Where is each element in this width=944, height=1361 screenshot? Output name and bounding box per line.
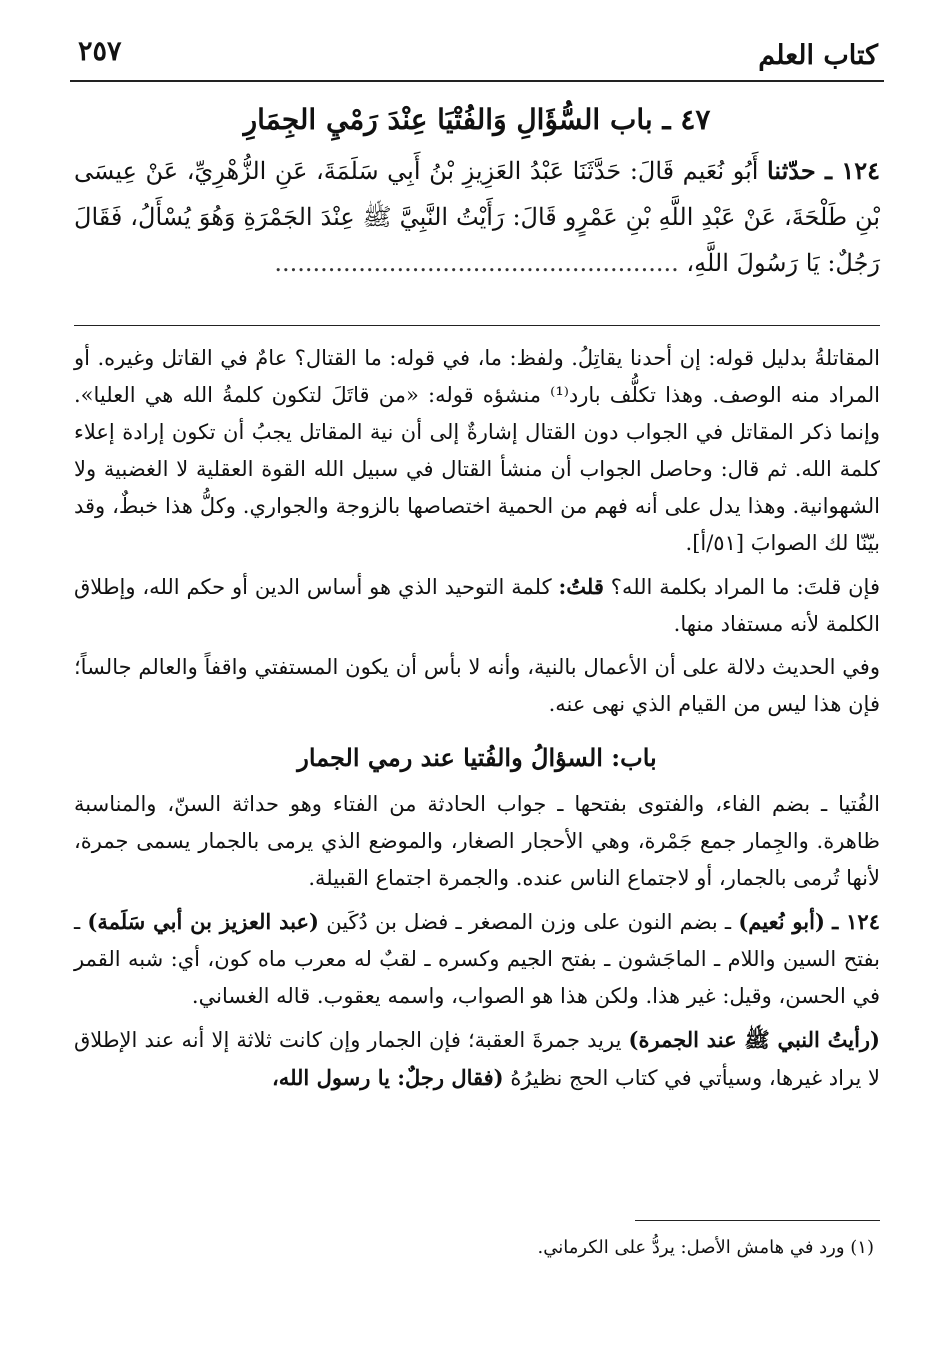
answer-marker: قلتُ: xyxy=(558,574,604,599)
continuation-dots: ..................................................... xyxy=(274,249,679,277)
section-divider xyxy=(74,325,880,326)
commentary-top xyxy=(74,340,880,723)
quoted-text: (فقال رجلٌ: يا رسول الله، xyxy=(272,1065,504,1090)
running-header-title: كتاب العلم xyxy=(758,40,878,71)
hadith-body: أَبُو نُعَيم قَالَ: حَدَّثَنَا عَبْدُ العَزِيزِ بْنُ أَبِي سَلَمَةَ، عَنِ الزُّهْرِيِّ، عَنْ عِيسَى بْنِ طَلْحَةَ، عَنْ عَبْدِ اللَّهِ بْنِ عَمْرٍو قَالَ: رَأَيْتُ النَّبِيَّ ﷺ عِنْدَ الجَمْرَةِ وَهُوَ يُسْأَلُ، فَقَالَ رَجُلٌ: يَا رَسُولَ اللَّهِ، xyxy=(74,157,880,277)
section-heading: باب: السؤالُ والفُتيا عند رمي الجمار xyxy=(297,743,657,772)
narrator-name: (أبو نُعيم) xyxy=(738,909,825,934)
chapter-heading: ٤٧ ـ باب السُّؤَالِ وَالفُتْيَا عِنْدَ رَمْيِ الجِمَارِ xyxy=(243,103,711,136)
footnote-rule xyxy=(635,1220,880,1221)
narrator-name: (عبد العزيز بن أبي سَلَمة) xyxy=(87,909,319,934)
commentary-paragraph: (رأيتُ النبي ﷺ عند الجمرة) يريد جمرةَ العقبة؛ فإن الجمار وإن كانت ثلاثة إلا أنه عند الإطلاق لا يراد غيرها، وسيأتي في كتاب الحج نظيرُهُ (فقال رجلٌ: يا رسول الله، xyxy=(74,1027,880,1090)
commentary-paragraph: وفي الحديث دلالة على أن الأعمال بالنية، وأنه لا بأس أن يكون المستفتي واقفاً والعالم جالساً؛ فإن هذا ليس من القيام الذي نهى عنه. xyxy=(74,655,880,716)
header-rule xyxy=(70,80,884,82)
quoted-text: (رأيتُ النبي ﷺ عند الجمرة) xyxy=(628,1027,880,1052)
hadith-text xyxy=(74,148,880,286)
commentary-paragraph: فإن قلتَ: ما المراد بكلمة الله؟ قلتُ: كلمة التوحيد الذي هو أساس الدين أو حكم الله، وإطلاق الكلمة لأنه مستفاد منها. xyxy=(74,574,880,636)
commentary-paragraph: ١٢٤ ـ (أبو نُعيم) ـ بضم النون على وزن المصغر ـ فضل بن دُكَين (عبد العزيز بن أبي سَلَمة) ـ بفتح السين واللام ـ الماجَشون ـ بفتح الجيم وكسره ـ لقبٌ له معرب ماه كون، أي: شبه القمر في الحسن، وقيل: غير هذا. ولكن هذا هو الصواب، واسمه يعقوب. قاله الغساني. xyxy=(74,909,880,1008)
footnote: (١) ورد في هامش الأصل: يردُّ على الكرماني. xyxy=(537,1237,874,1258)
page-number: ٢٥٧ xyxy=(78,36,122,67)
commentary-bottom xyxy=(74,786,880,1097)
commentary-paragraph: الفُتيا ـ بضم الفاء، والفتوى بفتحها ـ جواب الحادثة من الفتاء وهو حداثة السنّ، والمناسبة ظاهرة. والجِمار جمع جَمْرة، وهي الأحجار الصغار، والموضع الذي يرمى بالجمار يسمى جمرة، لأنها تُرمى بالجمار، أو لاجتماع الناس عنده. والجمرة اجتماع القبيلة. xyxy=(74,792,880,890)
commentary-paragraph: المقاتلةُ بدليل قوله: إن أحدنا يقاتِلُ. ولفظ: ما، في قوله: ما القتال؟ عامٌ في القاتل وغيره. أو المراد منه الوصف. وهذا تكلُّف بارد⁽¹⁾ منشؤه قوله: «من قاتَلَ لتكون كلمةُ الله هي العليا». وإنما ذكر المقاتل في الجواب دون القتال إشارةٌ إلى أن نية المقاتل يجبُ أن تكون إرادة إعلاء كلمة الله. ثم قال: وحاصل الجواب أن منشأ القتال في سبيل الله القوة العقلية لا الغضبية ولا الشهوانية. وهذا يدل على أنه فهم من الحمية اختصاصها بالزوجة والجواري. وكلُّ هذا خبطٌ، وقد بيّنّا لك الصوابَ [٥١/أ]. xyxy=(74,346,881,555)
hadith-number: ١٢٤ ـ حدّثنا xyxy=(767,156,880,185)
